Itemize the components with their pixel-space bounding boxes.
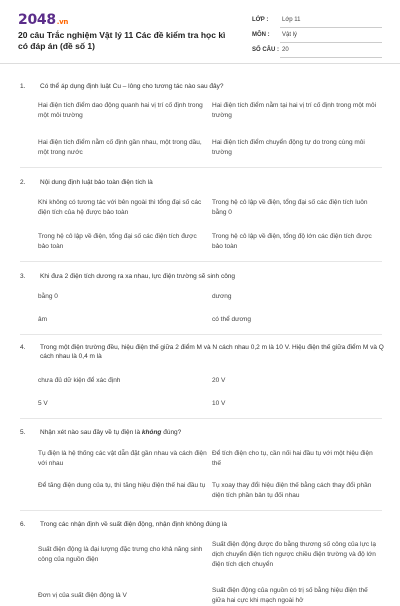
question-text: Nội dung định luật bảo toàn điện tích là [40,179,153,186]
question-number: 4. [20,344,26,351]
question-6-option-c[interactable]: Đơn vị của suất điện động là V [38,592,127,599]
meta-value: Lớp 11 [282,17,301,23]
question-3-option-a[interactable]: bằng 0 [38,293,58,300]
question-4-option-c[interactable]: 5 V [38,400,48,407]
meta-label: SỐ CÂU : [252,47,279,53]
question-divider [20,334,382,335]
question-2-option-d[interactable]: Trong hệ cô lập về điện, tổng độ lớn các điện tích được bảo toàn [212,233,372,250]
page-header [0,0,400,64]
question-5-option-b[interactable]: Để tích điện cho tụ, cần nối hai đầu tụ với một hiệu điện thế [212,450,373,467]
meta-label: LỚP : [252,17,269,23]
question-6-option-b[interactable]: Suất điện động được đo bằng thương số công của lực lạ dịch chuyển điện tích ngược chiều điện trường và độ lớn điện tích dịch chuyển [212,541,376,568]
question-4-option-a[interactable]: chưa đủ dữ kiện để xác định [38,377,121,384]
question-text: Có thể áp dụng định luật Cu – lông cho tương tác nào sau đây? [40,83,224,90]
question-text: Trong các nhận định về suất điện động, nhận định không đúng là [40,521,227,528]
question-1-option-a[interactable]: Hai điện tích điểm dao động quanh hai vị trí cố định trong một môi trường [38,102,203,119]
question-text-post: đúng? [161,429,182,436]
question-1-option-d[interactable]: Hai điện tích điểm chuyển động tự do trong cùng môi trường [212,139,365,156]
question-5-option-d[interactable]: Tụ xoay thay đổi hiệu điện thế bằng cách thay đổi phần diện tích phần bản tụ đối nhau [212,482,372,499]
question-3-option-c[interactable]: âm [38,316,48,323]
question-2-option-b[interactable]: Trong hệ cô lập về điện, tổng đại số các điện tích luôn bằng 0 [212,199,368,216]
meta-label: MÔN : [252,32,270,38]
question-text-pre: Nhận xét nào sau đây về tụ điện là [40,429,142,436]
site-logo[interactable] [18,12,68,28]
question-number: 1. [20,83,26,90]
page-title: 20 câu Trắc nghiệm Vật lý 11 Các đề kiểm tra học kì có đáp án (đề số 1) [18,30,226,51]
question-5-option-c[interactable]: Để tăng điện dung của tụ, thì tăng hiệu điện thế hai đầu tụ [38,482,206,489]
question-number: 2. [20,179,26,186]
meta-class [252,14,382,28]
question-divider [20,418,382,419]
question-divider [20,510,382,511]
question-number: 5. [20,429,26,436]
meta-question-count [252,44,382,58]
question-1-option-c[interactable]: Hai điện tích điểm nằm cố định gần nhau, một trong dầu, một trong nước [38,139,202,156]
question-1-option-b[interactable]: Hai điện tích điểm nằm tại hai vị trí cố định trong một môi trường [212,102,377,119]
meta-underline [280,42,382,43]
question-3-option-d[interactable]: có thể dương [212,316,251,323]
meta-underline [280,57,382,58]
meta-subject [252,29,382,43]
logo-suffix: .vn [56,18,69,26]
question-number: 6. [20,521,26,528]
question-6-option-a[interactable]: Suất điện động là đại lượng đặc trưng cho khả năng sinh công của nguồn điện [38,546,203,563]
question-number: 3. [20,273,26,280]
meta-value: 20 [282,47,289,53]
question-2-option-c[interactable]: Trong hệ cô lập về điện, tổng đại số các điện tích được bảo toàn [38,233,197,250]
question-text: Khi đưa 2 điện tích dương ra xa nhau, lực điện trường sẽ sinh công [40,273,236,280]
question-text-emphasis: không [141,429,162,436]
question-divider [20,261,382,262]
question-5-option-a[interactable]: Tụ điện là hệ thống các vật dẫn đặt gần nhau và cách điện với nhau [38,450,207,467]
question-text: Trong một điện trường đều, hiệu điện thế giữa 2 điểm M và N cách nhau 0,2 m là 10 V. Hiệu điện thế giữa điểm M và Q cách nhau là 0,4 m là [40,344,384,360]
question-4-option-b[interactable]: 20 V [212,377,226,384]
question-divider [20,167,382,168]
meta-value: Vật lý [282,32,298,38]
question-text [40,428,390,437]
question-3-option-b[interactable]: dương [212,293,232,300]
question-6-option-d[interactable]: Suất điện động của nguồn có trị số bằng hiệu điện thế giữa hai cực khi mạch ngoài hở [212,587,368,604]
meta-underline [280,27,382,28]
question-4-option-d[interactable]: 10 V [212,400,226,407]
logo-main: 2048 [18,12,56,28]
question-2-option-a[interactable]: Khi không có tương tác với bên ngoài thì tổng đại số các điện tích của hệ được bảo toàn [38,199,202,216]
